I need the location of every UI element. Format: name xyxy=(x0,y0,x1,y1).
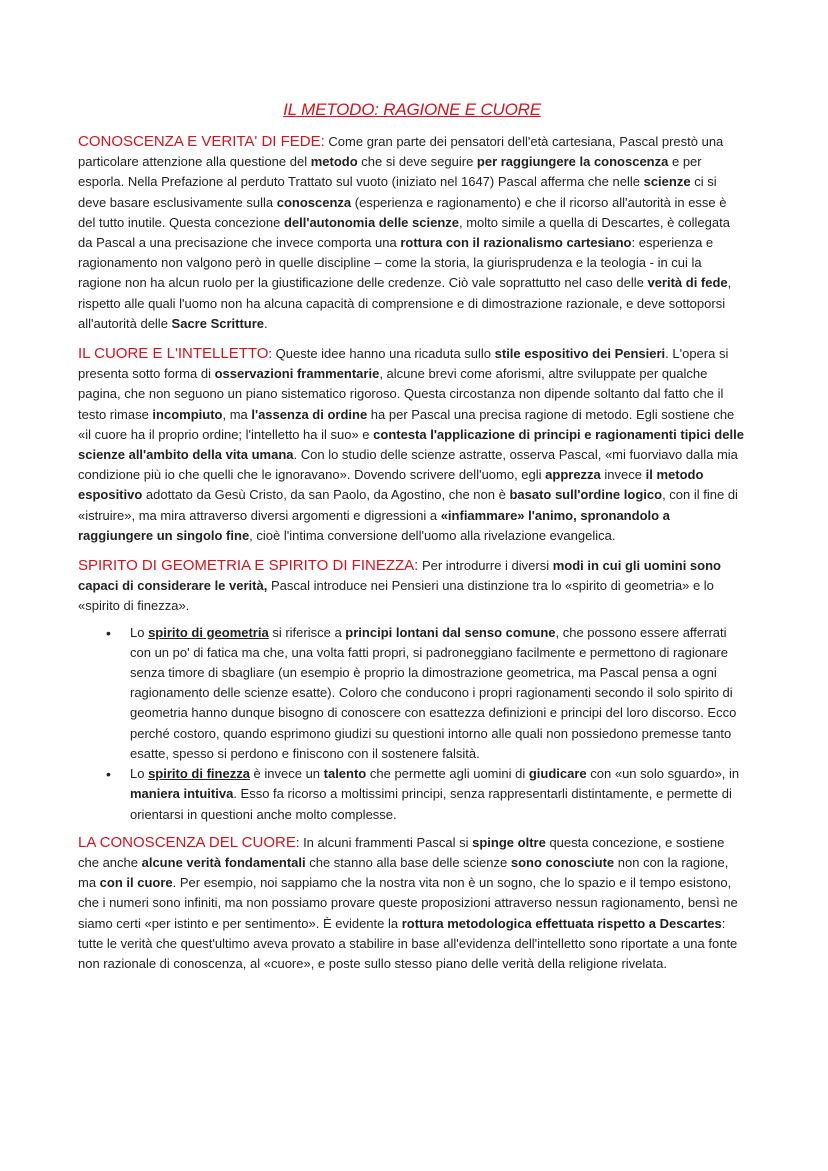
bold-text: spinge oltre xyxy=(472,834,546,850)
text-run: adottato da Gesù Cristo, da san Paolo, da Agostino, che non è xyxy=(142,487,510,503)
text-run: Per introdurre i diversi xyxy=(418,558,553,574)
text-run: ha per Pascal una precisa ragione di metodo. Egli sostiene che «il cuore ha il proprio ordine; l'intelletto ha il suo» e xyxy=(78,406,735,442)
text-run: . Per esempio, noi sappiamo che la nostra vita non è un sogno, che lo spazio e il tempo esistono, che i numeri sono infiniti, ma non possiamo provare queste proposizioni attraverso nessun ragionamento, bensì ne siamo certi «per istinto e per sentimento». È evidente la xyxy=(78,875,738,931)
bold-text: verità di fede xyxy=(647,275,728,291)
text-run: che permette agli uomini di xyxy=(366,766,529,782)
text-run: : In alcuni frammenti Pascal si xyxy=(295,834,473,850)
text-run: , cioè l'intima conversione dell'uomo alla rivelazione evangelica. xyxy=(249,527,616,543)
section-cuore-intelletto xyxy=(78,344,746,546)
bullet-icon: • xyxy=(106,766,111,783)
bold-text: talento xyxy=(323,766,367,782)
bold-text: rottura metodologica effettuata rispetto a Descartes xyxy=(401,915,722,931)
document-page xyxy=(78,100,746,984)
bullet-icon: • xyxy=(106,624,111,641)
bold-text: il metodo espositivo xyxy=(78,467,704,503)
bold-text: alcune verità fondamentali xyxy=(141,854,306,870)
text-run: . Esso fa ricorso a moltissimi principi, senza rappresentarli distintamente, e permette di orientarsi in questioni anche molto complesse. xyxy=(130,786,732,822)
text-run: , ma xyxy=(222,406,252,422)
section-conoscenza-cuore xyxy=(78,833,746,974)
bold-text: con il cuore xyxy=(99,875,173,891)
bold-text: basato sull'ordine logico xyxy=(509,487,663,503)
bold-text: stile espositivo dei Pensieri xyxy=(494,346,666,362)
text-run: , che possono essere afferrati con un po' di fatica ma che, una volta fatti propri, si padroneggiano facilmente e permettono di ragionare senza timore di sbagliare (un esempio è proprio la dimostrazione geometrica, ma Pascal pensa a ogni ragionamento delle scienze esatte). Coloro che conducono i propri ragionamenti secondo il solo spirito di geometria hanno dunque bisogno di conoscere con esattezza definizioni e principi del loro discorso. Ecco perché costoro, quando esprimono giudizi su questioni intorno alle quali non possiedono premesse tanto esatte, spesso si perdono e finiscono con il sostenere falsità. xyxy=(130,624,737,761)
bold-text: apprezza xyxy=(545,467,601,483)
text-run: con «un solo sguardo», in xyxy=(586,766,740,782)
text-run: Lo xyxy=(130,624,149,640)
section-body xyxy=(78,134,731,331)
bold-text: metodo xyxy=(310,154,358,170)
section-heading: SPIRITO DI GEOMETRIA E SPIRITO DI FINEZZA: xyxy=(78,557,419,575)
text-run: : Queste idee hanno una ricaduta sullo xyxy=(268,346,495,362)
bold-text: Sacre Scritture xyxy=(171,315,265,331)
bold-text: giudicare xyxy=(528,766,587,782)
text-run: , molto simile a quella di Descartes, è collegata da Pascal a una precisazione che invece comporta una xyxy=(78,214,730,251)
text-run: . L'opera si presenta sotto forma di xyxy=(78,346,729,382)
bold-text: principi lontani dal senso comune xyxy=(345,624,556,640)
bold-text: incompiuto xyxy=(152,406,223,422)
section-heading: LA CONOSCENZA DEL CUORE xyxy=(78,833,296,851)
bold-text: l'assenza di ordine xyxy=(251,406,368,422)
bold-text: rottura con il razionalismo cartesiano xyxy=(400,235,632,251)
text-run: , rispetto alle quali l'uomo non ha alcuna capacità di comprensione e di dimostrazione razionale, e deve sottoporsi all'autorità delle xyxy=(78,275,732,331)
list-item xyxy=(106,623,746,764)
text-run: non con la ragione, ma xyxy=(78,854,729,891)
text-run: che si deve seguire xyxy=(357,154,477,170)
text-run: e per esporla. Nella Prefazione al perduto Trattato sul vuoto (iniziato nel 1647) Pascal afferma che nelle xyxy=(78,154,702,190)
bold-text: dell'autonomia delle scienze xyxy=(283,214,459,230)
list-item xyxy=(106,764,746,825)
text-run: (esperienza e ragionamento) e che il ricorso all'autorità in esse è del tutto inutile. Questa concezione xyxy=(78,194,727,230)
bold-text: sono conosciute xyxy=(510,854,615,870)
text-run: : tutte le verità che quest'ultimo aveva provato a stabilire in base all'evidenza dell'intelletto sono riportate a una fonte non razionale di conoscenza, al «cuore», e poste sullo stesso piano delle verità della religione rivelata. xyxy=(78,915,738,971)
text-run: si riferisce a xyxy=(268,624,346,640)
text-run: . Con lo studio delle scienze astratte, osserva Pascal, «mi fuorviavo dalla mia condizione più io che quelli che le ignoravano». Dovendo scrivere dell'uomo, egli xyxy=(78,447,738,483)
text-run: Come gran parte dei pensatori dell'età cartesiana, Pascal prestò una particolare attenzione alla questione del xyxy=(78,134,724,170)
section-heading: CONOSCENZA E VERITA' DI FEDE: xyxy=(78,133,325,150)
text-run: : esperienza e ragionamento non valgono però in quelle discipline – come la storia, la giurisprudenza e la teologia - in cui la ragione non ha alcun ruolo per la giustificazione delle credenze. Ciò vale soprattutto nel caso delle xyxy=(78,235,714,291)
text-run: Pascal introduce nei Pensieri una distinzione tra lo «spirito di geometria» e lo «spirito di finezza». xyxy=(78,578,714,614)
text-run: che stanno alla base delle scienze xyxy=(305,854,511,870)
bold-text: maniera intuitiva xyxy=(130,786,234,802)
text-run: è invece un xyxy=(249,766,324,782)
list-item-text xyxy=(130,766,739,821)
text-run: , con il fine di «istruire», ma mira attraverso diversi argomenti e digressioni a xyxy=(78,487,738,523)
section-spirito xyxy=(78,556,746,617)
page-title: IL METODO: RAGIONE E CUORE xyxy=(283,100,541,119)
text-run: questa concezione, e sostiene che anche xyxy=(78,834,725,870)
section-heading: IL CUORE E L'INTELLETTO xyxy=(78,345,269,363)
bold-text: osservazioni frammentarie xyxy=(214,366,380,382)
section-conoscenza xyxy=(78,132,746,334)
bold-text: «infiammare» l'animo, spronandolo a raggiungere un singolo fine xyxy=(78,507,670,543)
section-body xyxy=(78,346,744,543)
bold-text: modi in cui gli uomini sono capaci di considerare le verità, xyxy=(78,558,721,594)
bold-text: scienze xyxy=(643,174,691,190)
text-run: invece xyxy=(600,467,646,483)
bold-text: spirito di geometria xyxy=(148,624,269,640)
bold-text: spirito di finezza xyxy=(148,766,250,782)
section-body xyxy=(78,835,738,971)
bold-text: contesta l'applicazione di principi e ragionamenti tipici delle scienze all'ambito della vita umana xyxy=(78,426,744,463)
list-item-text xyxy=(130,625,736,761)
bold-text: conoscenza xyxy=(276,194,352,210)
bullet-list xyxy=(78,623,746,825)
text-run: ci si deve basare esclusivamente sulla xyxy=(78,174,717,210)
bold-text: per raggiungere la conoscenza xyxy=(476,154,669,170)
text-run: . xyxy=(264,315,268,331)
text-run: , alcune brevi come aforismi, altre sviluppate per qualche pagina, che non seguono un piano sistematico rigoroso. Questa circostanza non dipende soltanto dal fatto che il testo rimase xyxy=(78,366,724,422)
text-run: Lo xyxy=(130,766,149,782)
